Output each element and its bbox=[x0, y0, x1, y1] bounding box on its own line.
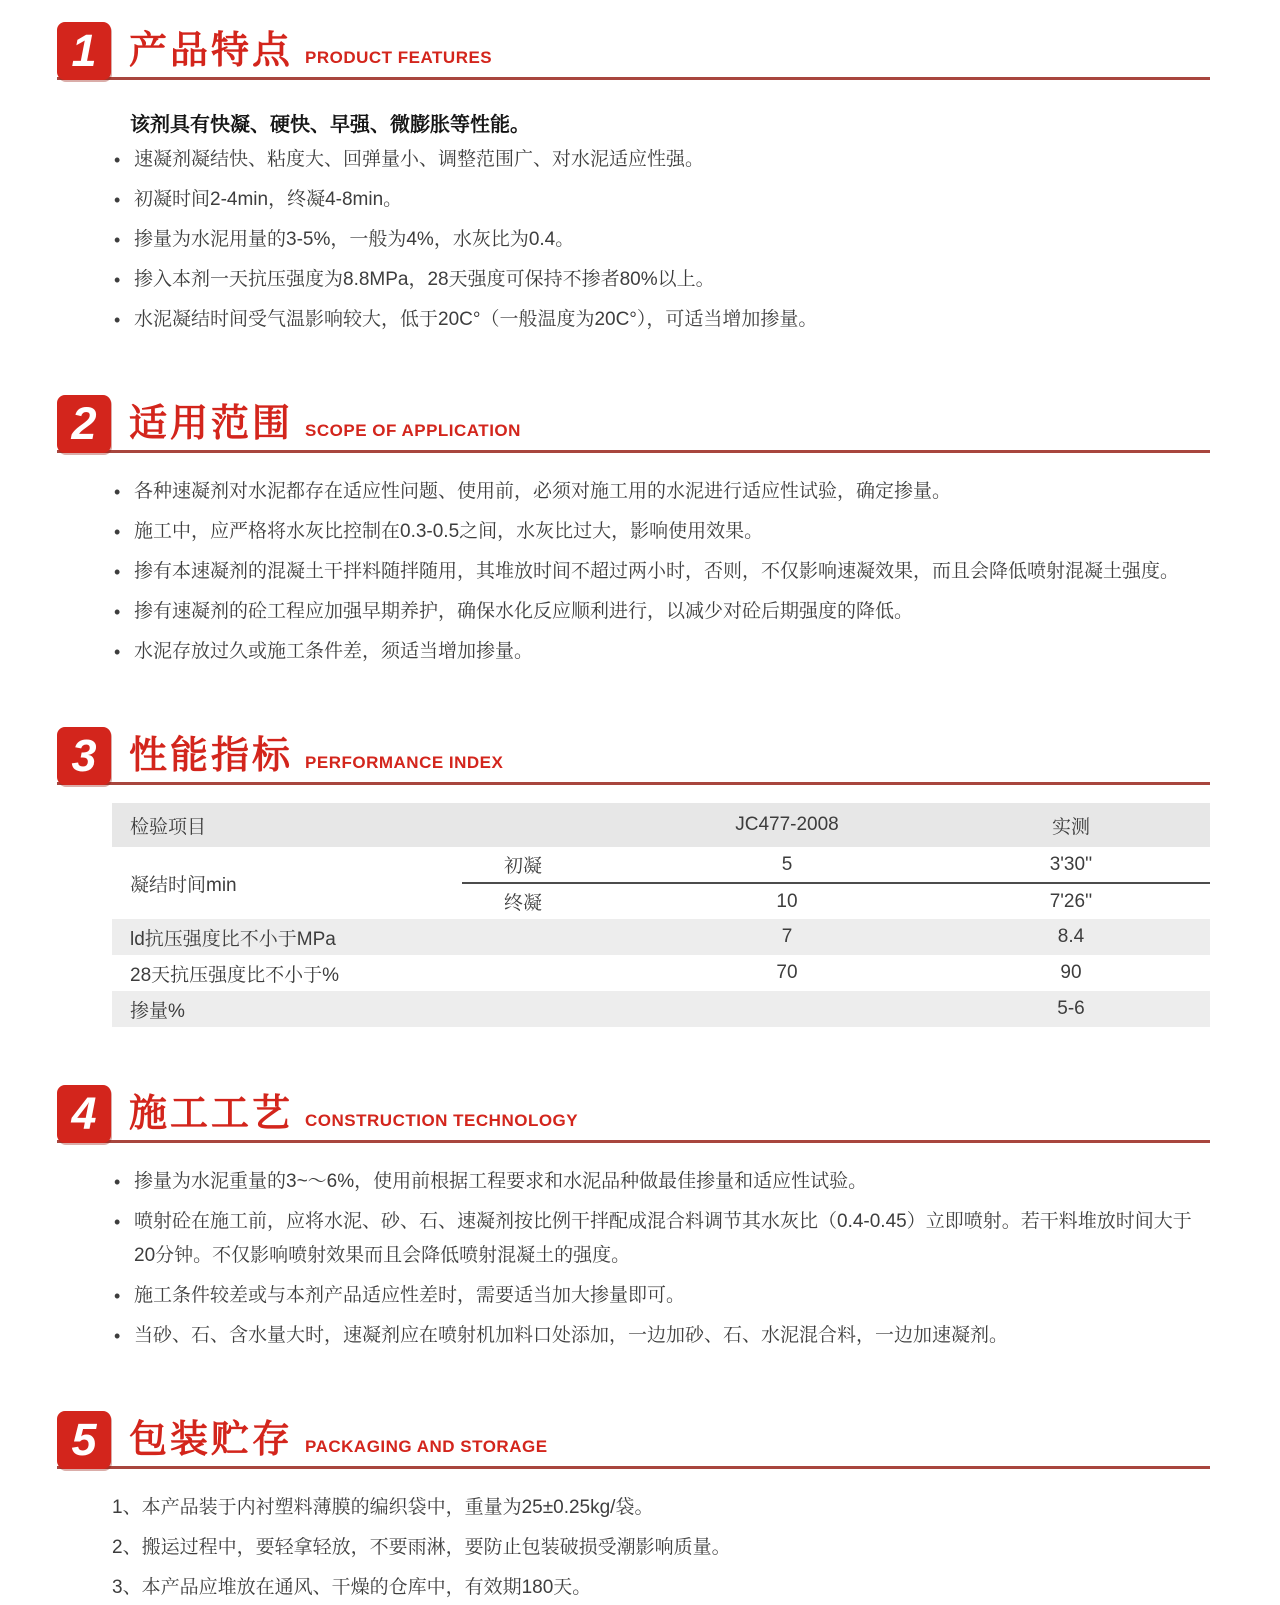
numbered-item: 1、本产品装于内衬塑料薄膜的编织袋中，重量为25±0.25kg/袋。 bbox=[112, 1497, 654, 1518]
section-header bbox=[57, 727, 1210, 785]
bullet-list bbox=[112, 143, 1210, 337]
cell-subrow-name: 初凝 bbox=[504, 856, 543, 877]
section-title: 包装贮存 bbox=[129, 1419, 294, 1461]
section-title: 施工工艺 bbox=[129, 1093, 294, 1135]
bullet-item: • 掺量为水泥重量的3~～6%，使用前根据工程要求和水泥品种做最佳掺量和适应性试验。 bbox=[112, 1165, 1210, 1199]
section-title: 性能指标 bbox=[129, 735, 294, 777]
bullet-item: • 施工中，应严格将水灰比控制在0.3-0.5之间，水灰比过大，影响使用效果。 bbox=[112, 515, 1210, 549]
bullet-item: • 当砂、石、含水量大时，速凝剂应在喷射机加料口处添加，一边加砂、石、水泥混合料，一边加速凝剂。 bbox=[112, 1319, 1210, 1353]
cell-measured-value: 7'26'' bbox=[932, 883, 1210, 919]
cell-row-label: ld抗压强度比不小于MPa bbox=[112, 919, 642, 955]
bullet-item: • 喷射砼在施工前，应将水泥、砂、石、速凝剂按比例干拌配成混合料调节其水灰比（0.4-0.45）立即喷射。若干料堆放时间大于20分钟。不仅影响喷射效果而且会降低喷射混凝土的强度。 bbox=[112, 1205, 1210, 1273]
section-subtitle-en: SCOPE OF APPLICATION bbox=[305, 421, 521, 440]
section-number-badge: 3 bbox=[57, 727, 111, 785]
table-row-dosage bbox=[112, 991, 1210, 1027]
bullet-list bbox=[112, 475, 1210, 669]
section-performance-index bbox=[57, 727, 1210, 1027]
cell-group-label: 凝结时间min bbox=[130, 874, 237, 896]
cell-standard-value: 7 bbox=[642, 919, 932, 955]
cell-standard-value bbox=[642, 991, 932, 1027]
section-construction-technology bbox=[57, 1085, 1210, 1353]
cell-standard-value: 10 bbox=[642, 883, 932, 919]
section-body bbox=[57, 453, 1210, 669]
header-standard: JC477-2008 bbox=[642, 803, 932, 847]
cell-measured-value: 3'30'' bbox=[1049, 853, 1093, 875]
bullet-item: • 掺入本剂一天抗压强度为8.8MPa，28天强度可保持不掺者80%以上。 bbox=[112, 263, 1210, 297]
table-row-setting-time-initial bbox=[112, 847, 1210, 883]
bullet-item: • 掺有速凝剂的砼工程应加强早期养护，确保水化反应顺利进行，以减少对砼后期强度的降低。 bbox=[112, 595, 1210, 629]
table-row-28d-strength bbox=[112, 955, 1210, 991]
section-header bbox=[57, 1085, 1210, 1143]
table-header-row bbox=[112, 803, 1210, 847]
bullet-item: • 掺有本速凝剂的混凝土干拌料随拌随用，其堆放时间不超过两小时，否则，不仅影响速凝效果，而且会降低喷射混凝土强度。 bbox=[112, 555, 1210, 589]
section-subtitle-en: PERFORMANCE INDEX bbox=[305, 753, 504, 772]
performance-table bbox=[112, 803, 1210, 1027]
bullet-list bbox=[112, 1165, 1210, 1353]
bullet-item: • 施工条件较差或与本剂产品适应性差时，需要适当加大掺量即可。 bbox=[112, 1279, 1210, 1313]
numbered-item: 3、本产品应堆放在通风、干燥的仓库中，有效期180天。 bbox=[112, 1577, 592, 1598]
header-inspection-item: 检验项目 bbox=[112, 803, 462, 847]
section-subtitle-en: PACKAGING AND STORAGE bbox=[305, 1437, 548, 1456]
cell-standard-value: 5 bbox=[781, 853, 793, 875]
section-body bbox=[57, 1469, 1210, 1605]
section-scope-of-application bbox=[57, 395, 1210, 669]
section-number-badge: 2 bbox=[57, 395, 111, 453]
cell-measured-value: 5-6 bbox=[932, 991, 1210, 1027]
bullet-item: • 水泥存放过久或施工条件差，须适当增加掺量。 bbox=[112, 635, 1210, 669]
section-header bbox=[57, 1411, 1210, 1469]
bullet-item: • 速凝剂凝结快、粘度大、回弹量小、调整范围广、对水泥适应性强。 bbox=[112, 143, 1210, 177]
numbered-item: 2、搬运过程中，要轻拿轻放，不要雨淋，要防止包装破损受潮影响质量。 bbox=[112, 1537, 731, 1558]
section-header bbox=[57, 395, 1210, 453]
section-body bbox=[57, 80, 1210, 337]
section-number-badge: 1 bbox=[57, 22, 111, 80]
section-number-badge: 4 bbox=[57, 1085, 111, 1143]
section-title: 产品特点 bbox=[129, 30, 294, 72]
section-header bbox=[57, 22, 1210, 80]
bullet-item: • 初凝时间2-4min，终凝4-8min。 bbox=[112, 183, 1210, 217]
bullet-item: • 各种速凝剂对水泥都存在适应性问题、使用前，必须对施工用的水泥进行适应性试验，确定掺量。 bbox=[112, 475, 1210, 509]
section-subtitle-en: PRODUCT FEATURES bbox=[305, 48, 493, 67]
cell-row-label: 28天抗压强度比不小于% bbox=[130, 964, 340, 986]
header-spacer bbox=[462, 803, 642, 847]
section-title: 适用范围 bbox=[129, 403, 294, 445]
cell-measured-value: 8.4 bbox=[932, 919, 1210, 955]
section-subtitle-en: CONSTRUCTION TECHNOLOGY bbox=[305, 1111, 579, 1130]
intro-statement: 该剂具有快凝、硬快、早强、微膨胀等性能。 bbox=[130, 114, 530, 136]
bullet-item: • 水泥凝结时间受气温影响较大，低于20C°（一般温度为20C°），可适当增加掺量。 bbox=[112, 303, 1210, 337]
section-product-features bbox=[57, 22, 1210, 337]
table-row-1d-strength bbox=[112, 919, 1210, 955]
cell-standard-value: 70 bbox=[776, 962, 798, 983]
cell-measured-value: 90 bbox=[1060, 962, 1082, 983]
cell-subrow-name: 终凝 bbox=[462, 883, 642, 919]
header-measured: 实测 bbox=[932, 803, 1210, 847]
section-packaging-storage bbox=[57, 1411, 1210, 1605]
section-number-badge: 5 bbox=[57, 1411, 111, 1469]
bullet-item: • 掺量为水泥用量的3-5%，一般为4%，水灰比为0.4。 bbox=[112, 223, 1210, 257]
cell-row-label: 掺量% bbox=[112, 991, 642, 1027]
section-body bbox=[57, 1143, 1210, 1353]
